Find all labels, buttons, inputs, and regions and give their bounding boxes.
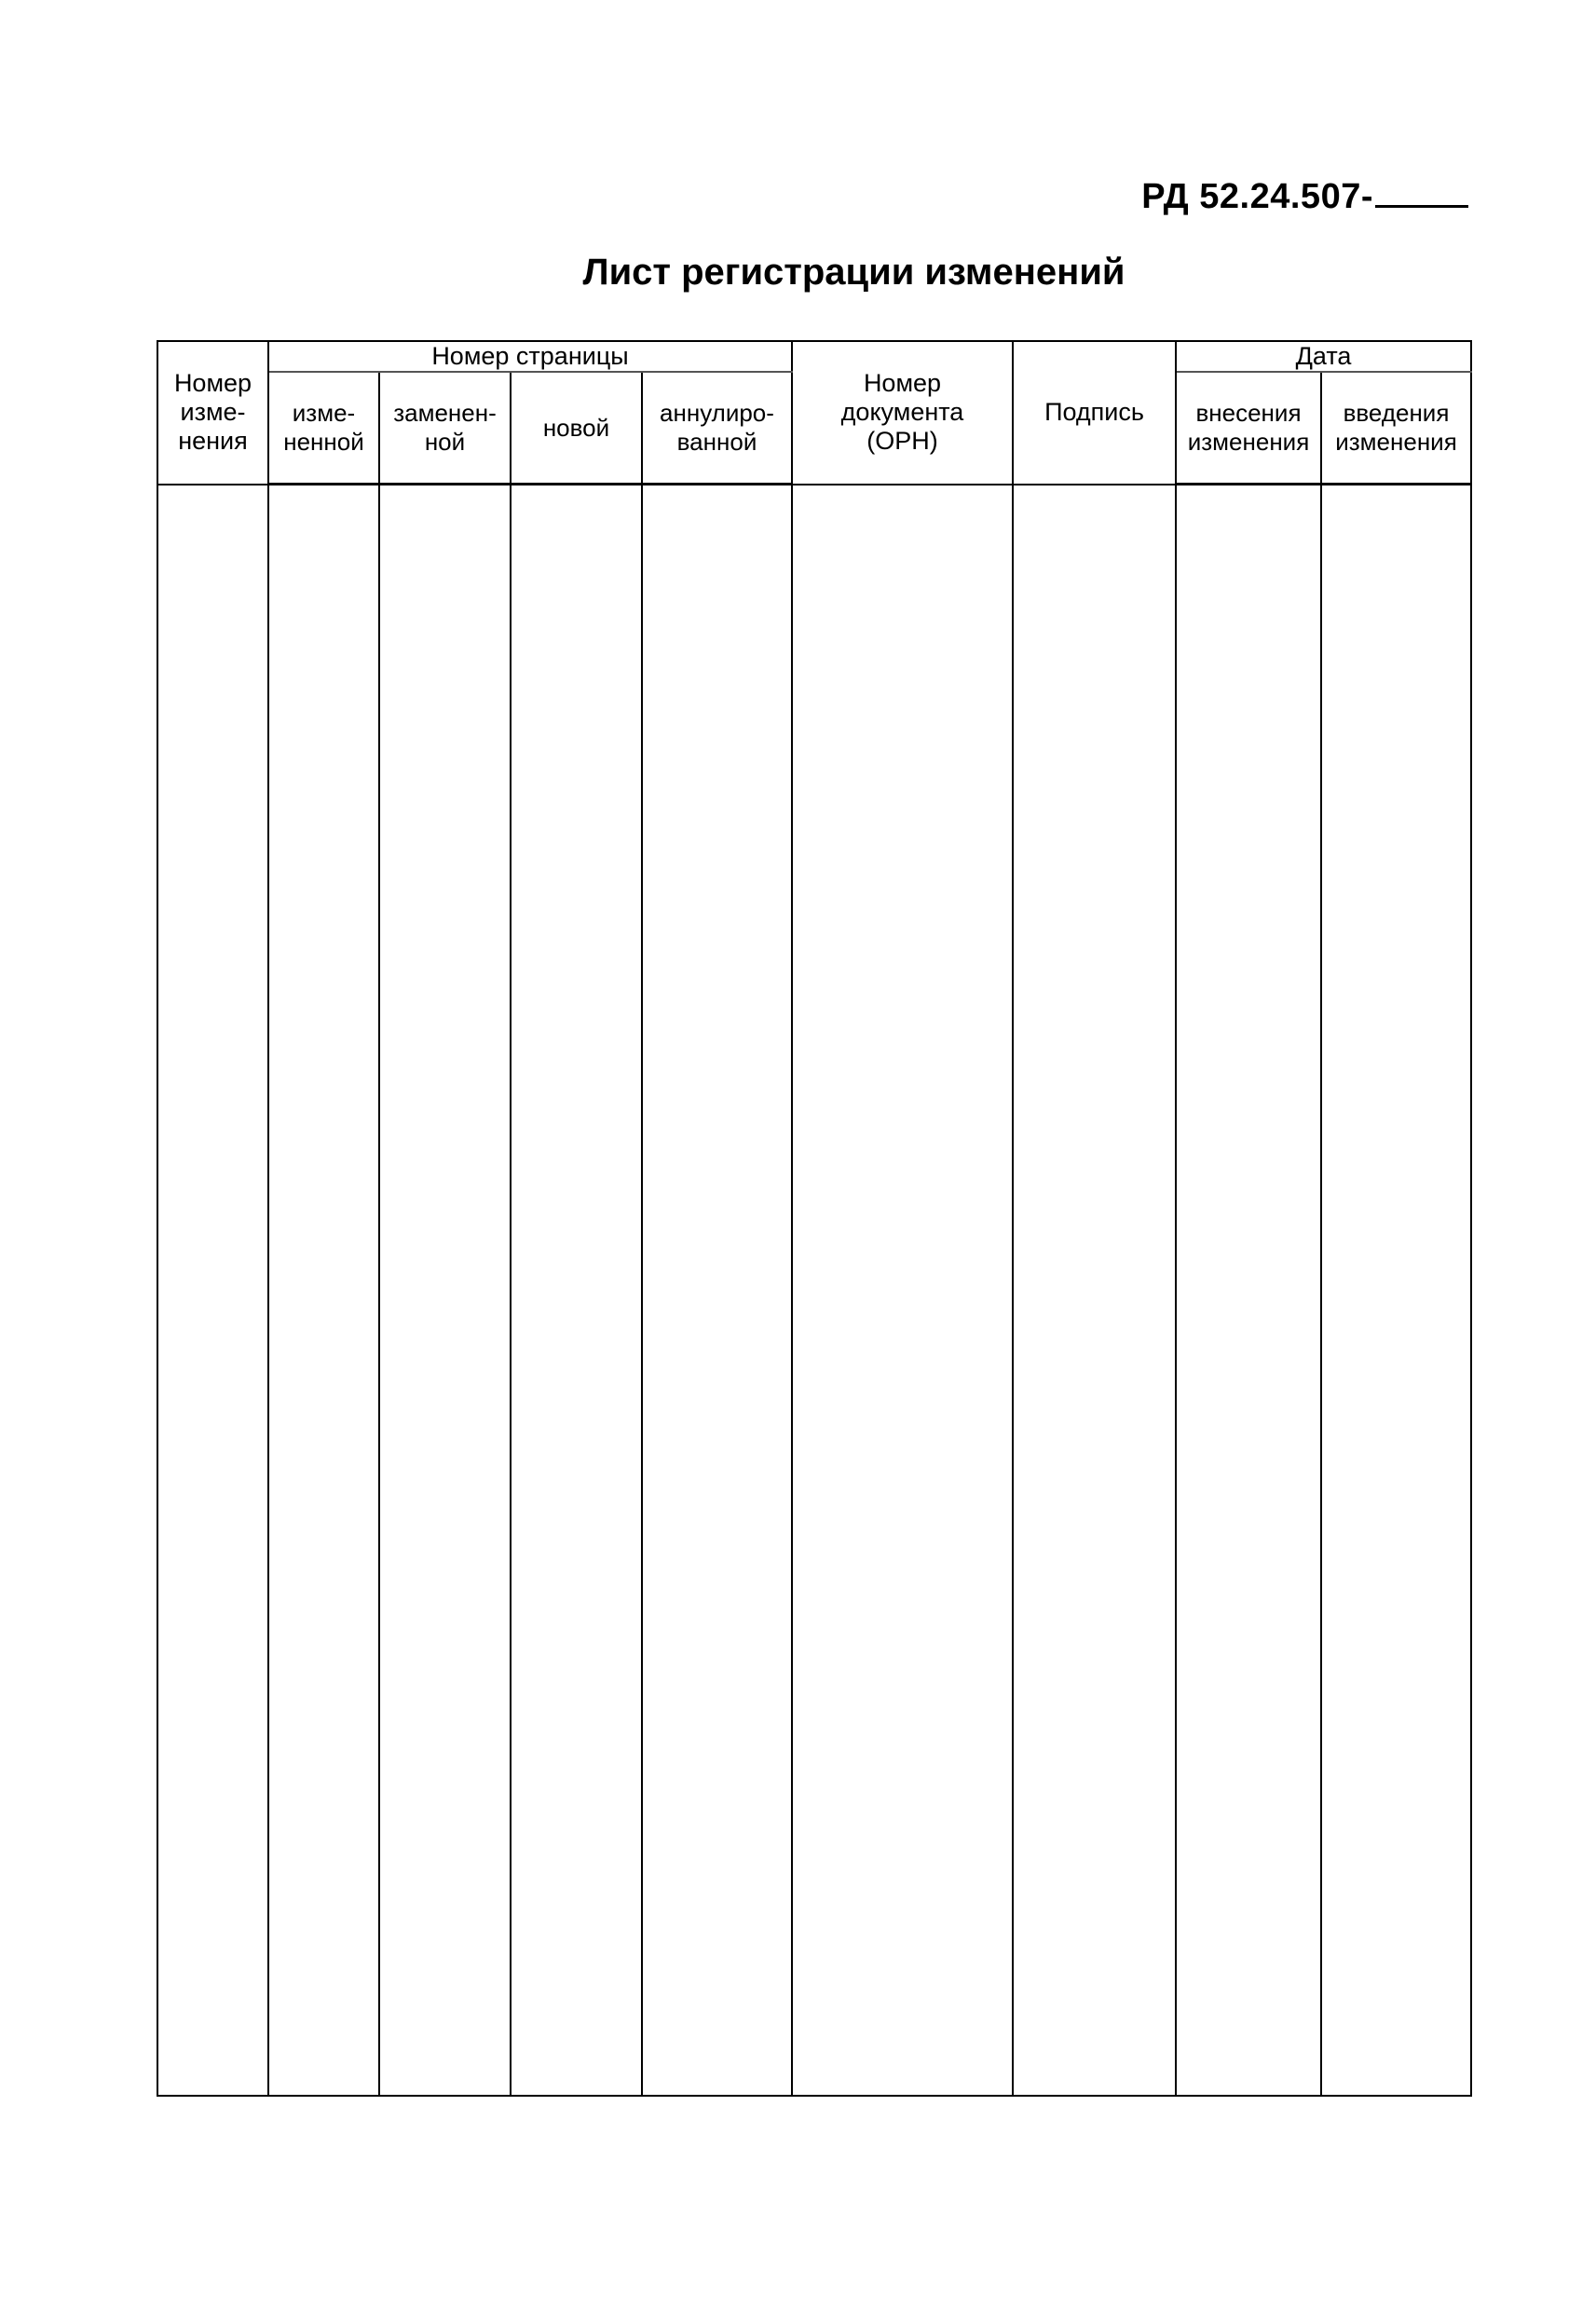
body-cell-page-replaced — [379, 485, 511, 2097]
body-cell-page-new — [511, 485, 642, 2097]
body-cell-date-effective — [1321, 485, 1471, 2097]
page-title: Лист регистрации изменений — [582, 252, 1125, 293]
header-page-annulled: аннулиро- ванной — [642, 372, 792, 485]
header-date-entry: внесения изменения — [1176, 372, 1321, 485]
header-change-number: Номер изме- нения — [157, 341, 268, 485]
body-cell-page-changed — [268, 485, 379, 2097]
header-document-number: Номер документа (ОРН) — [792, 341, 1013, 485]
body-cell-signature — [1013, 485, 1176, 2097]
body-cell-date-entry — [1176, 485, 1321, 2097]
header-page-changed: изме- ненной — [268, 372, 379, 485]
document-code — [1141, 177, 1468, 217]
change-registration-table — [157, 340, 1472, 2097]
header-page-replaced: заменен- ной — [379, 372, 511, 485]
header-page-number-group: Номер страницы — [268, 341, 792, 372]
header-page-new: новой — [511, 372, 642, 485]
header-signature: Подпись — [1013, 341, 1176, 485]
header-date-effective: введения изменения — [1321, 372, 1471, 485]
document-code-blank — [1375, 179, 1468, 208]
body-cell-document-number — [792, 485, 1013, 2097]
body-cell-change-number — [157, 485, 268, 2097]
body-cell-page-annulled — [642, 485, 792, 2097]
header-date-group: Дата — [1176, 341, 1471, 372]
document-code-text: РД 52.24.507- — [1141, 177, 1373, 216]
